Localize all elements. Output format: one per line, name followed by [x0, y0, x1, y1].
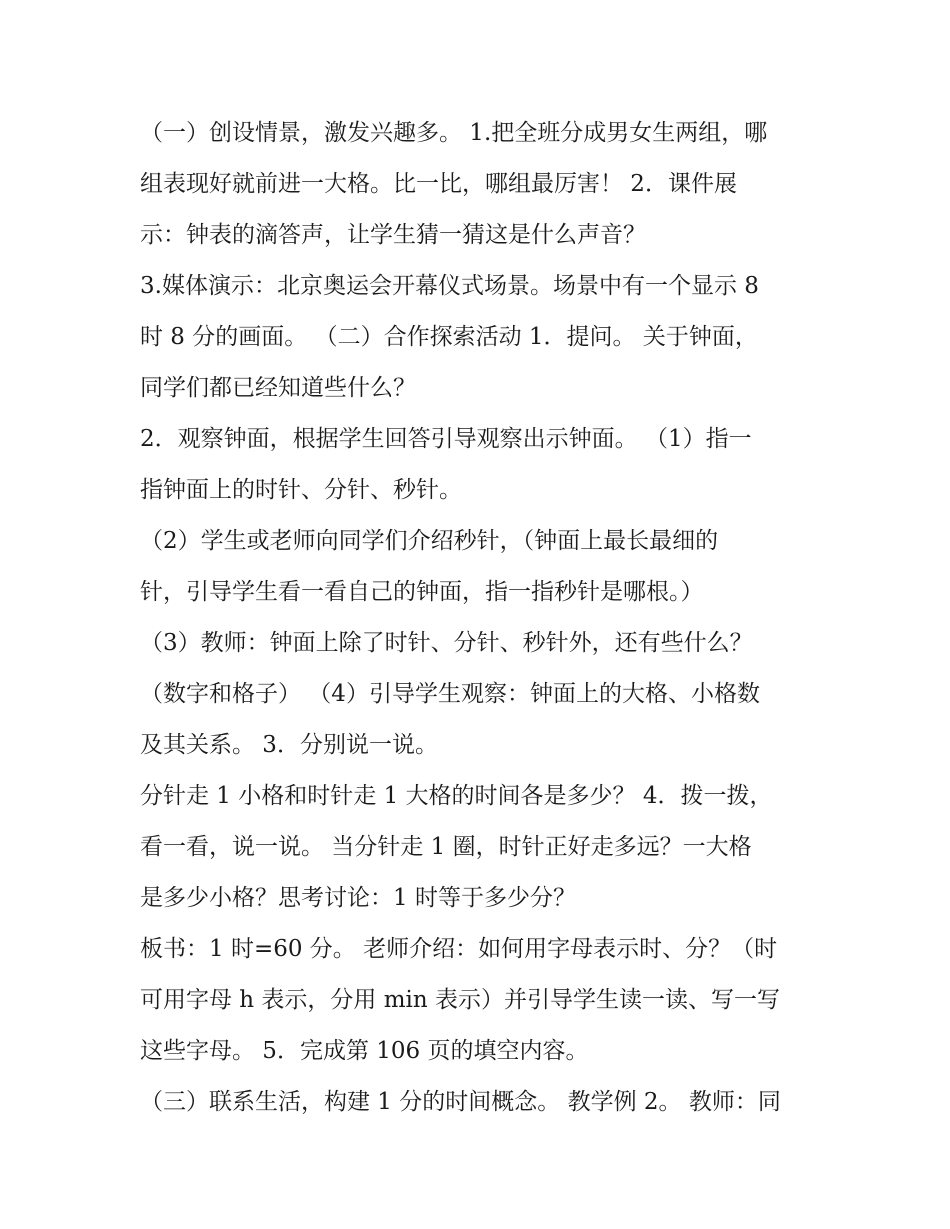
text-line-18: 可用字母 h 表示，分用 min 表示）并引导学生读一读、写一写: [140, 987, 781, 1013]
text-line-7: 2．观察钟面，根据学生回答引导观察出示钟面。 （1）指一: [140, 426, 752, 452]
text-line-9: （2）学生或老师向同学们介绍秒针，（钟面上最长最细的: [140, 528, 719, 554]
text-line-11: （3）教师：钟面上除了时针、分针、秒针外，还有些什么？: [140, 630, 753, 656]
text-line-8: 指钟面上的时针、分针、秒针。: [140, 477, 462, 503]
text-line-1: （一）创设情景，激发兴趣多。 1.把全班分成男女生两组，哪: [140, 120, 768, 146]
text-line-12: （数字和格子） （4）引导学生观察：钟面上的大格、小格数: [140, 681, 760, 707]
text-line-3: 示：钟表的滴答声，让学生猜一猜这是什么声音？: [140, 222, 646, 248]
text-line-14: 分针走 1 小格和时针走 1 大格的时间各是多少？ 4．拨一拨，: [140, 783, 773, 809]
text-line-17: 板书：1 时=60 分。 老师介绍：如何用字母表示时、分？（时: [140, 936, 778, 962]
text-line-13: 及其关系。 3．分别说一说。: [140, 732, 438, 758]
text-line-5: 时 8 分的画面。 （二）合作探索活动 1．提问。 关于钟面，: [140, 324, 758, 350]
text-line-6: 同学们都已经知道些什么？: [140, 375, 416, 401]
text-line-20: （三）联系生活，构建 1 分的时间概念。 教学例 2。 教师：同: [140, 1089, 781, 1115]
text-line-2: 组表现好就前进一大格。比一比，哪组最厉害！ 2．课件展: [140, 171, 737, 197]
text-line-19: 这些字母。 5．完成第 106 页的填空内容。: [140, 1038, 589, 1064]
text-line-10: 针，引导学生看一看自己的钟面，指一指秒针是哪根。）: [140, 579, 704, 605]
lesson-text: [140, 108, 820, 1128]
text-line-4: 3.媒体演示：北京奥运会开幕仪式场景。场景中有一个显示 8: [140, 273, 759, 299]
text-line-15: 看一看，说一说。 当分针走 1 圈，时针正好走多远？一大格: [140, 834, 752, 860]
text-line-16: 是多少小格？思考讨论：1 时等于多少分？: [140, 885, 576, 911]
